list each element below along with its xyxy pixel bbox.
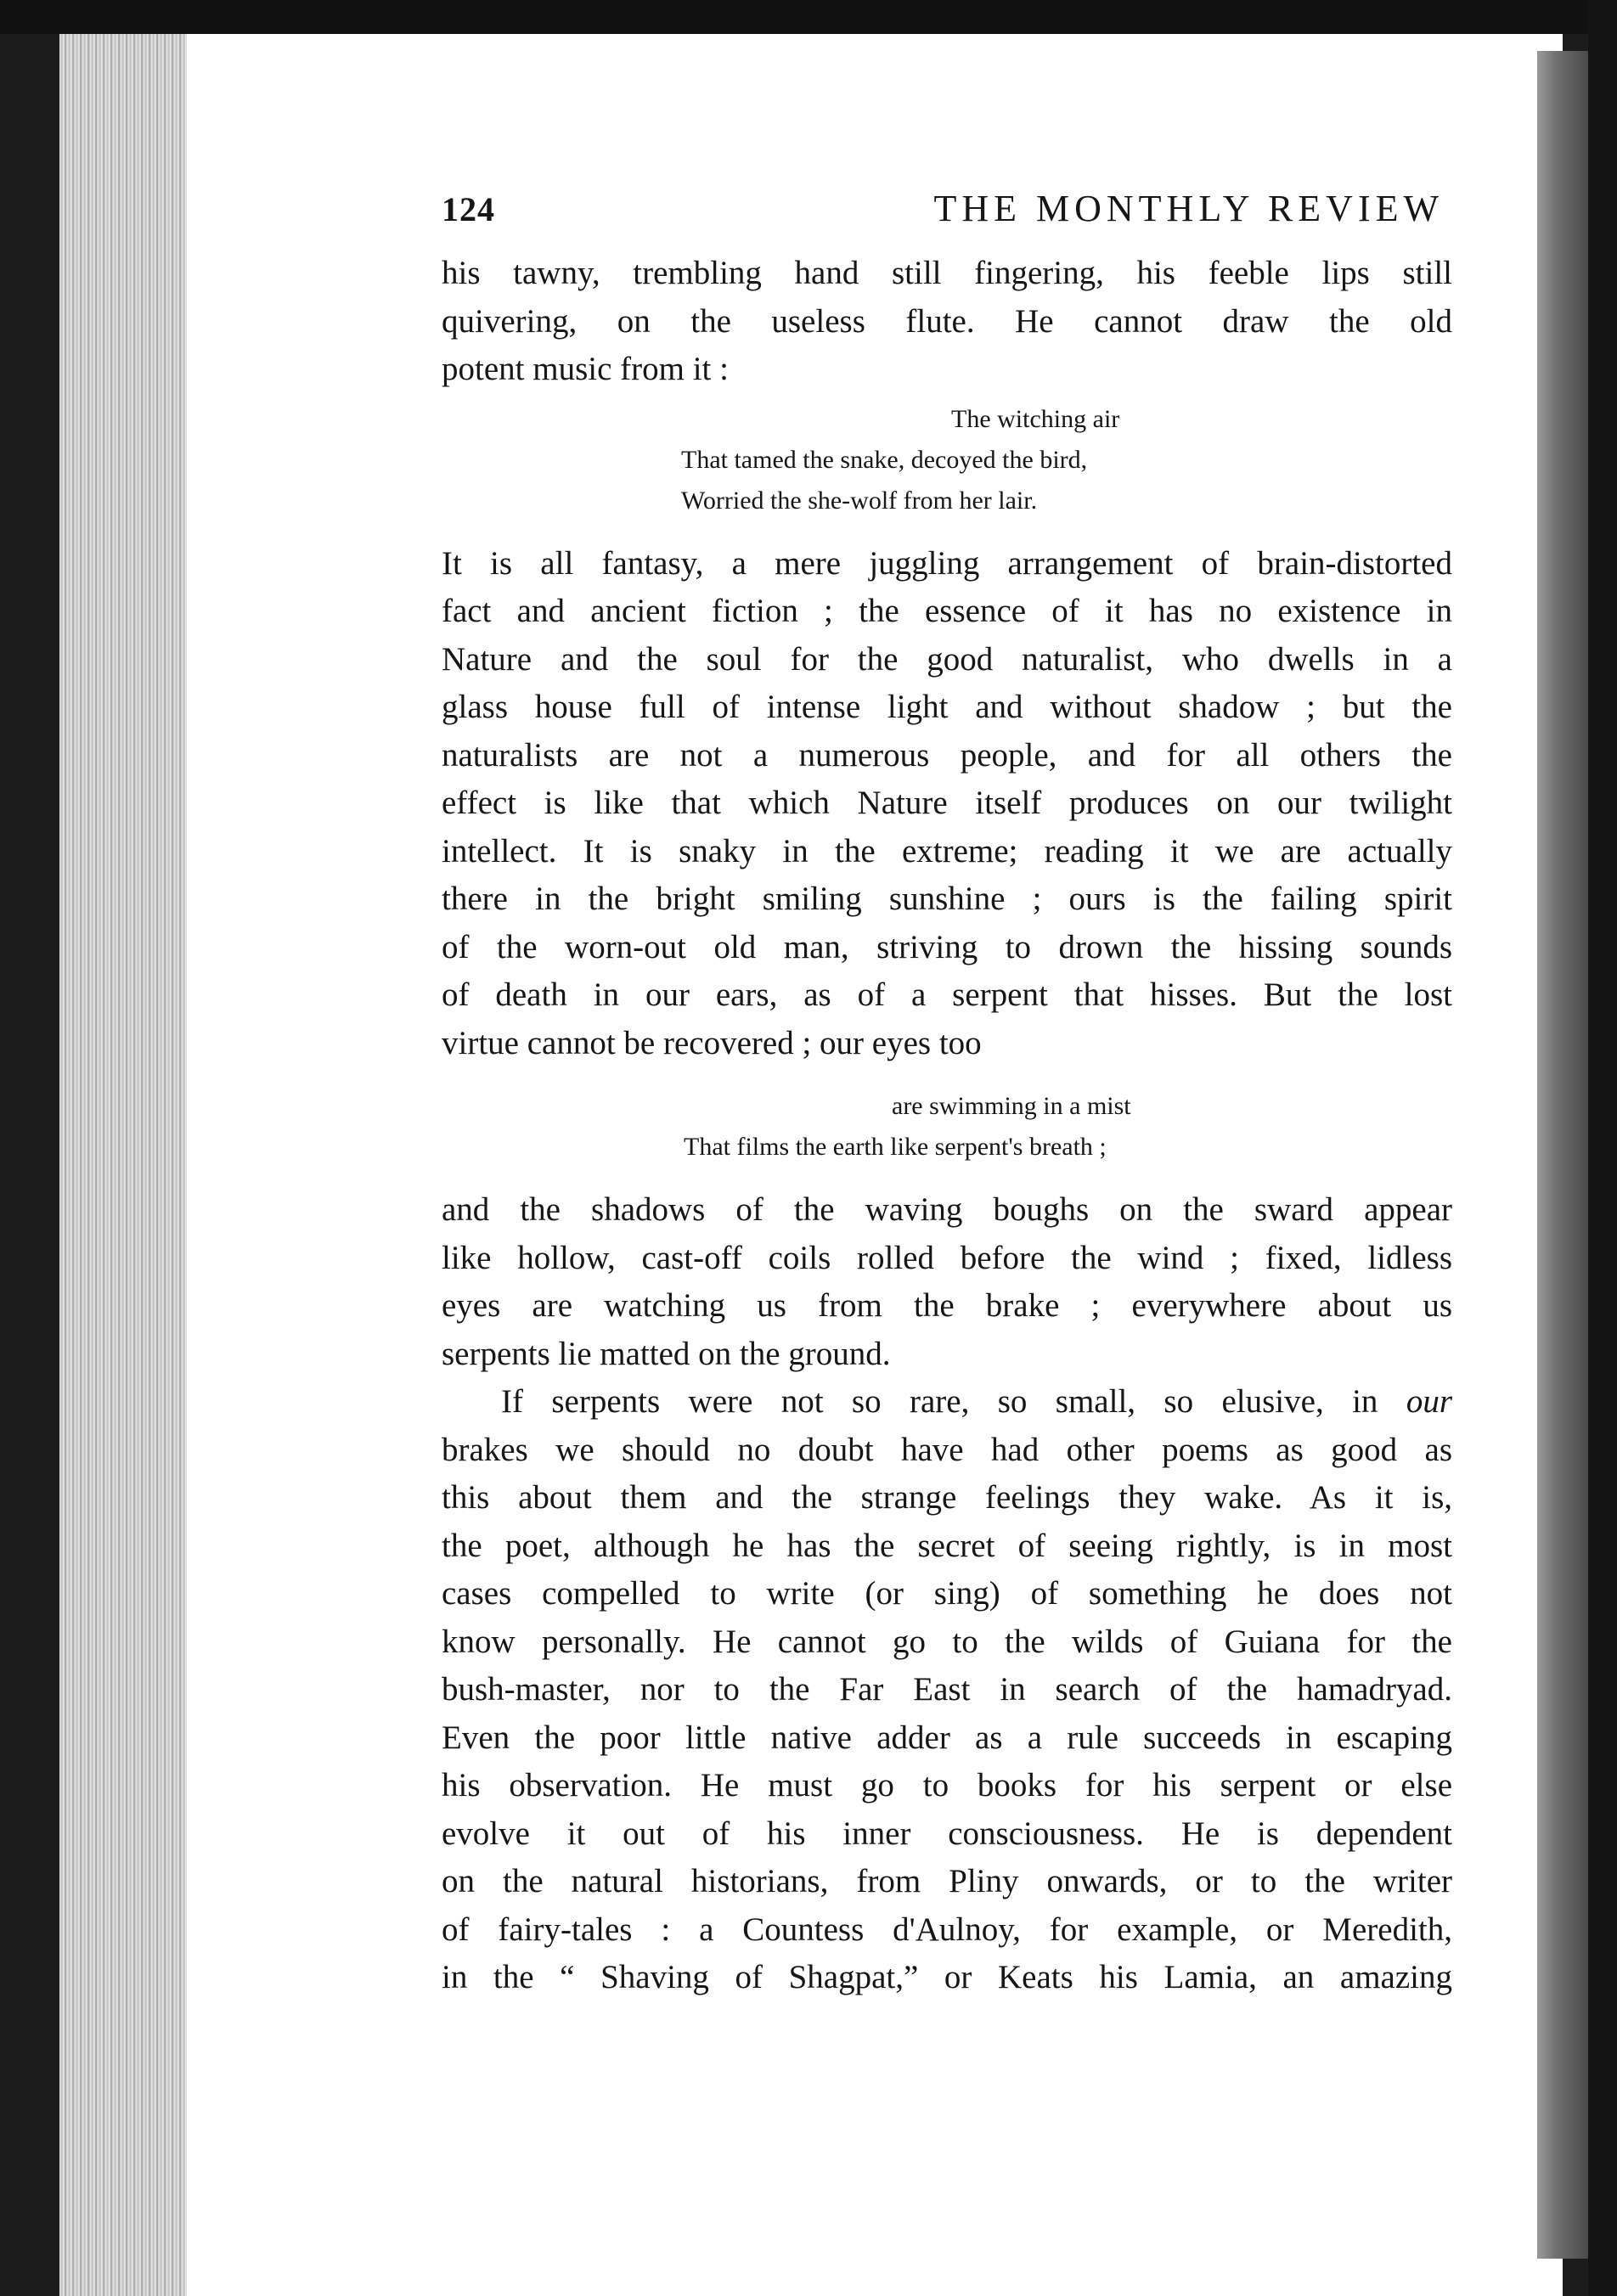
- text-line: eyes are watching us from the brake ; everywhere about us: [442, 1287, 1452, 1324]
- verse-line: That films the earth like serpent's breath ;: [684, 1133, 1107, 1161]
- text-fragment: If serpents were not so rare, so small, so elusive, in: [501, 1383, 1378, 1420]
- text-line: on the natural historians, from Pliny onwards, or to the writer: [442, 1863, 1452, 1899]
- text-line: cases compelled to write (or sing) of something he does not: [442, 1575, 1452, 1612]
- text-line: effect is like that which Nature itself produces on our twilight: [442, 785, 1452, 821]
- text-line: of the worn-out old man, striving to drown the hissing sounds: [442, 928, 1452, 965]
- text-line: intellect. It is snaky in the extreme; reading it we are actually: [442, 832, 1452, 869]
- text-line: his tawny, trembling hand still fingering, his feeble lips still: [442, 255, 1452, 291]
- text-line: naturalists are not a numerous people, and for all others the: [442, 736, 1452, 774]
- verse-line: The witching air: [951, 404, 1120, 433]
- paragraph-1: [442, 250, 1452, 394]
- text-line: Nature and the soul for the good naturalist, who dwells in a: [442, 640, 1452, 678]
- paragraph-2: [442, 540, 1452, 1068]
- text-line: It is all fantasy, a mere juggling arrangement of brain-distorted: [442, 544, 1452, 582]
- page-stack-edge: [59, 34, 195, 2296]
- text-line: Even the poor little native adder as a rule succeeds in escaping: [442, 1719, 1452, 1756]
- text-line: his observation. He must go to books for his serpent or else: [442, 1767, 1452, 1804]
- binding-shadow: [1537, 51, 1588, 2259]
- text-line: know personally. He cannot go to the wilds of Guiana for the: [442, 1623, 1452, 1660]
- text-line: [442, 1378, 1452, 1427]
- running-head: [442, 187, 1452, 241]
- text-line: glass house full of intense light and without shadow ; but the: [442, 689, 1452, 725]
- text-line: evolve it out of his inner consciousness. He is dependent: [442, 1815, 1452, 1852]
- page-number: 124: [442, 190, 495, 228]
- text-line: in the “ Shaving of Shagpat,” or Keats his Lamia, an amazing: [442, 1959, 1452, 1995]
- verse-line: are swimming in a mist: [892, 1092, 1131, 1120]
- text-line: brakes we should no doubt have had other poems as good as: [442, 1431, 1452, 1468]
- text-line: of death in our ears, as of a serpent that hisses. But the lost: [442, 976, 1452, 1013]
- text-line: the poet, although he has the secret of seeing rightly, is in most: [442, 1527, 1452, 1564]
- text-line: potent music from it :: [442, 351, 729, 387]
- verse-line: That tamed the snake, decoyed the bird,: [681, 445, 1088, 474]
- text-line: there in the bright smiling sunshine ; ours is the failing spirit: [442, 881, 1452, 917]
- text-line: like hollow, cast-off coils rolled before the wind ; fixed, lidless: [442, 1239, 1452, 1276]
- text-line: quivering, on the useless flute. He cannot draw the old: [442, 302, 1452, 340]
- text-line: this about them and the strange feelings they wake. As it is,: [442, 1479, 1452, 1516]
- verse-quote-2: [442, 1086, 1452, 1168]
- text-line: fact and ancient fiction ; the essence of it has no existence in: [442, 593, 1452, 629]
- page-text: [442, 187, 1452, 2002]
- text-line: virtue cannot be recovered ; our eyes too: [442, 1024, 982, 1061]
- paragraph-3: [442, 1186, 1452, 1378]
- verse-line: Worried the she-wolf from her lair.: [681, 486, 1038, 515]
- italic-word: our: [1406, 1383, 1452, 1420]
- journal-title: THE MONTHLY REVIEW: [933, 188, 1444, 229]
- scan-border-right: [1588, 0, 1617, 2296]
- text-line: bush-master, nor to the Far East in search of the hamadryad.: [442, 1671, 1452, 1708]
- text-line: and the shadows of the waving boughs on the sward appear: [442, 1191, 1452, 1228]
- verse-quote-1: [442, 399, 1452, 521]
- scan-border-top: [0, 0, 1617, 34]
- text-line: serpents lie matted on the ground.: [442, 1335, 891, 1372]
- paragraph-4: [442, 1378, 1452, 2002]
- text-line: of fairy-tales : a Countess d'Aulnoy, for example, or Meredith,: [442, 1911, 1452, 1948]
